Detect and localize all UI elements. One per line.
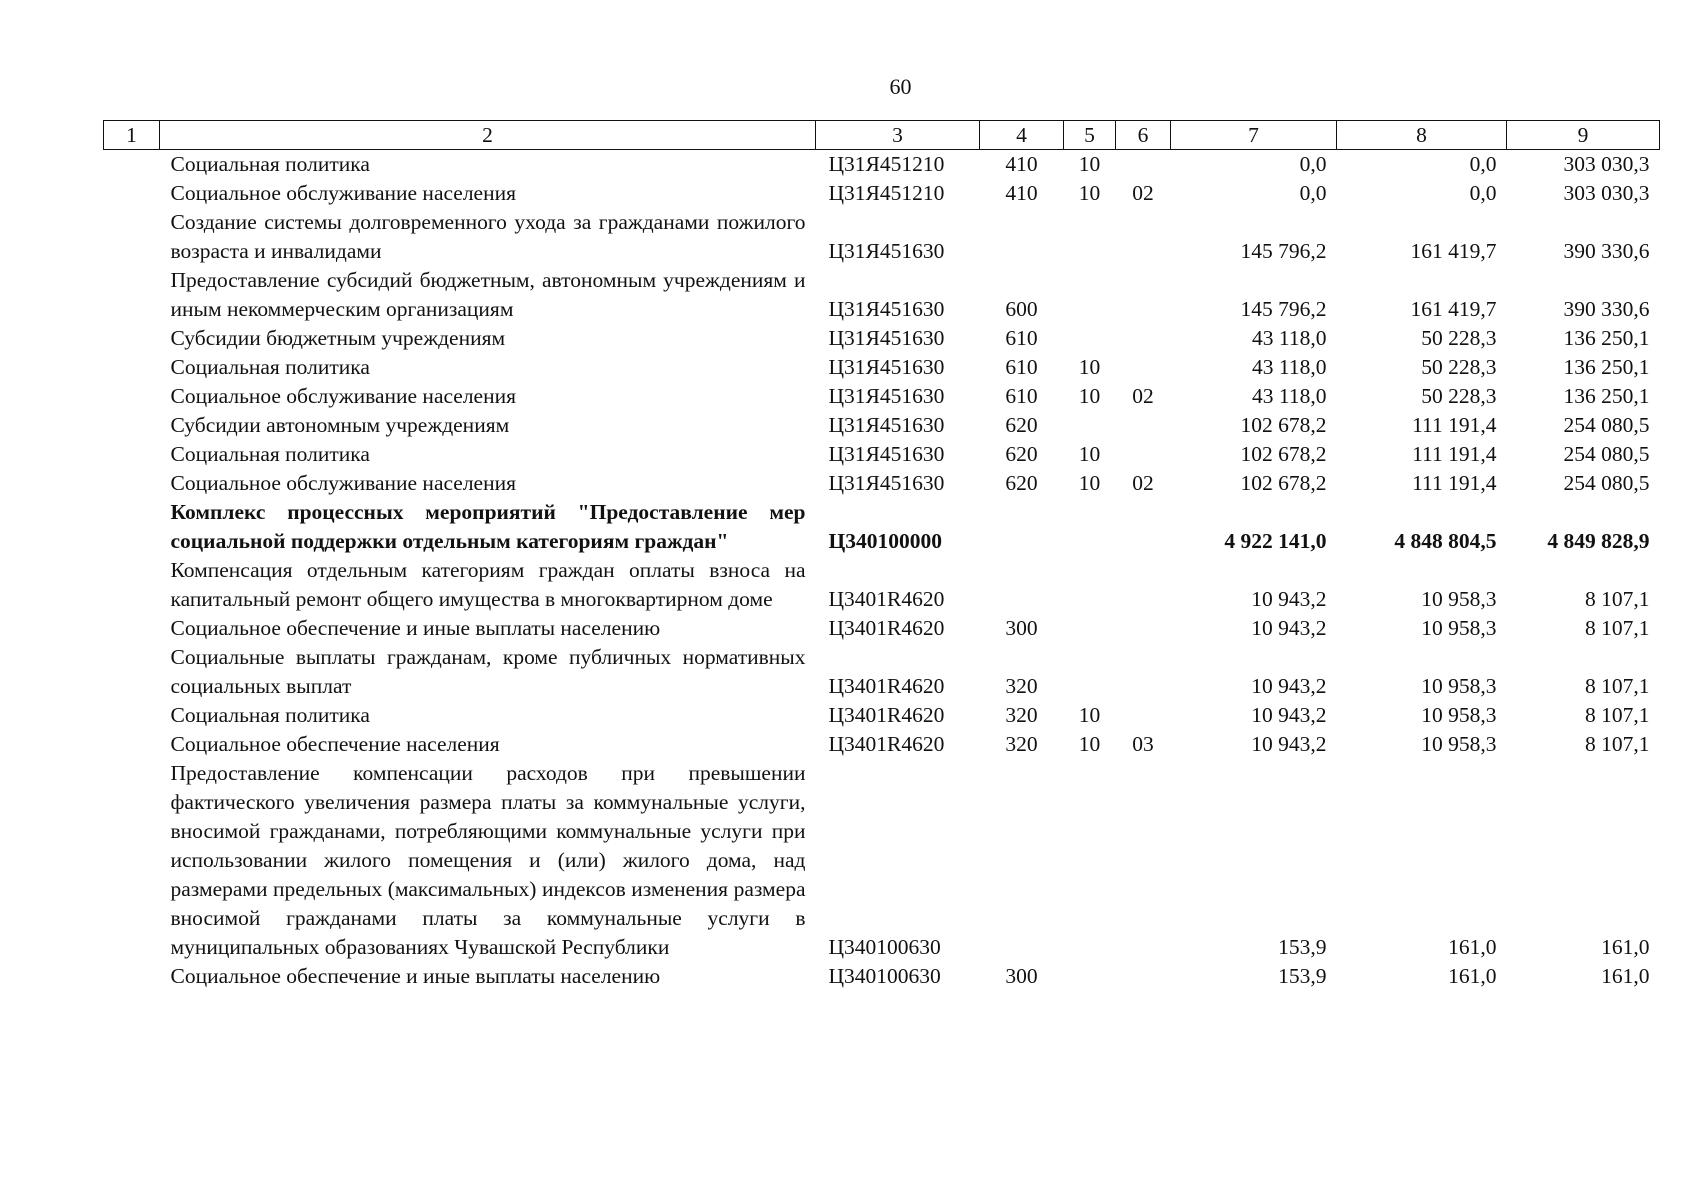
cell-name: Социальное обслуживание населения [170, 384, 517, 408]
cell-subsection: 02 [1132, 471, 1154, 495]
cell-index [104, 643, 160, 701]
cell-expense-type [980, 759, 1064, 962]
cell-expense-type: 610 [1005, 326, 1038, 350]
cell-amount-col7: 102 678,2 [1240, 471, 1327, 495]
cell-name: Социальная политика [170, 355, 370, 379]
table-row [104, 411, 1660, 440]
cell-expense-type: 320 [1005, 732, 1038, 756]
cell-amount-col7: 10 943,2 [1251, 587, 1327, 611]
cell-subsection [1116, 266, 1171, 324]
cell-target-code: Ц31Я451630 [828, 442, 945, 466]
cell-section [1064, 208, 1116, 266]
cell-target-code: Ц31Я451630 [828, 355, 945, 379]
cell-index [104, 469, 160, 498]
table-row [104, 643, 1660, 701]
cell-section: 10 [1078, 152, 1101, 176]
cell-amount-col9: 136 250,1 [1563, 384, 1650, 408]
cell-section [1064, 614, 1116, 643]
cell-subsection: 02 [1132, 181, 1154, 205]
cell-subsection: 02 [1132, 384, 1154, 408]
cell-amount-col9: 4 849 828,9 [1547, 529, 1650, 553]
table-row [104, 353, 1660, 382]
cell-subsection [1116, 701, 1171, 730]
table-row [104, 150, 1660, 180]
cell-target-code: Ц31Я451630 [828, 413, 945, 437]
cell-index [104, 962, 160, 991]
cell-amount-col9: 8 107,1 [1585, 732, 1650, 756]
cell-amount-col9: 254 080,5 [1563, 413, 1650, 437]
table-row [104, 614, 1660, 643]
cell-expense-type [980, 208, 1064, 266]
cell-amount-col9: 136 250,1 [1563, 355, 1650, 379]
cell-subsection: 03 [1132, 732, 1154, 756]
table-row [104, 759, 1660, 962]
table-header [104, 121, 1660, 150]
cell-amount-col8: 0,0 [1469, 181, 1497, 205]
cell-target-code: Ц31Я451630 [828, 384, 945, 408]
cell-index [104, 324, 160, 353]
cell-amount-col7: 10 943,2 [1251, 703, 1327, 727]
cell-amount-col8: 161 419,7 [1410, 297, 1497, 321]
cell-section: 10 [1078, 703, 1101, 727]
cell-target-code: Ц3401R4620 [828, 587, 945, 611]
cell-subsection [1116, 353, 1171, 382]
cell-target-code: Ц31Я451210 [828, 181, 945, 205]
cell-amount-col8: 50 228,3 [1421, 355, 1497, 379]
cell-target-code: Ц340100000 [828, 529, 942, 553]
cell-index [104, 266, 160, 324]
cell-index [104, 208, 160, 266]
header-col-6: 6 [1116, 121, 1171, 150]
cell-expense-type: 620 [1005, 413, 1038, 437]
header-col-4: 4 [980, 121, 1064, 150]
cell-target-code: Ц3401R4620 [828, 703, 945, 727]
cell-amount-col7: 43 118,0 [1252, 355, 1327, 379]
cell-index [104, 179, 160, 208]
cell-amount-col8: 0,0 [1469, 152, 1497, 176]
cell-name: Социальное обслуживание населения [170, 471, 517, 495]
cell-section [1064, 411, 1116, 440]
header-col-3: 3 [816, 121, 980, 150]
cell-expense-type: 320 [1005, 703, 1038, 727]
cell-amount-col9: 390 330,6 [1563, 297, 1650, 321]
cell-amount-col7: 153,9 [1278, 935, 1327, 959]
cell-subsection [1116, 440, 1171, 469]
cell-name: Социальное обслуживание населения [170, 181, 517, 205]
cell-target-code: Ц3401R4620 [828, 616, 945, 640]
cell-expense-type: 320 [1005, 674, 1038, 698]
cell-index [104, 730, 160, 759]
table-row [104, 730, 1660, 759]
cell-amount-col8: 10 958,3 [1421, 674, 1497, 698]
table-row [104, 179, 1660, 208]
cell-amount-col7: 145 796,2 [1240, 239, 1327, 263]
cell-target-code: Ц3401R4620 [828, 674, 945, 698]
table-row [104, 266, 1660, 324]
cell-amount-col8: 111 191,4 [1412, 442, 1497, 466]
cell-amount-col7: 102 678,2 [1240, 413, 1327, 437]
cell-amount-col8: 10 958,3 [1421, 703, 1497, 727]
cell-expense-type: 600 [1005, 297, 1038, 321]
cell-amount-col8: 161,0 [1448, 935, 1497, 959]
cell-amount-col7: 0,0 [1299, 181, 1327, 205]
cell-expense-type: 620 [1005, 442, 1038, 466]
cell-amount-col7: 10 943,2 [1251, 674, 1327, 698]
cell-amount-col8: 161 419,7 [1410, 239, 1497, 263]
cell-name: Социальная политика [170, 152, 370, 176]
cell-amount-col7: 10 943,2 [1251, 616, 1327, 640]
cell-index [104, 759, 160, 962]
cell-index [104, 353, 160, 382]
cell-amount-col8: 161,0 [1448, 964, 1497, 988]
cell-index [104, 411, 160, 440]
cell-name: Социальная политика [170, 442, 370, 466]
table-row [104, 324, 1660, 353]
cell-section [1064, 556, 1116, 614]
cell-index [104, 440, 160, 469]
cell-section [1064, 962, 1116, 991]
cell-subsection [1116, 643, 1171, 701]
table-row [104, 498, 1660, 556]
cell-amount-col8: 111 191,4 [1412, 471, 1497, 495]
cell-amount-col9: 161,0 [1601, 935, 1650, 959]
header-col-1: 1 [104, 121, 160, 150]
cell-name: Создание системы долговременного ухода за гражданами пожилого возраста и инвалидами [170, 210, 806, 263]
cell-name: Предоставление компенсации расходов при превышении фактического увеличения размера платы за коммунальные услуги, вносимой гражданами, потребляющими коммунальные услуги при использовании жилого помещения и (или) жилого дома, над размерами предельных (максимальных) индексов изменения размера вносимой гражданами платы за коммунальные услуги в муниципальных образованиях Чувашской Республики [170, 761, 806, 959]
cell-target-code: Ц31Я451210 [828, 152, 945, 176]
cell-section [1064, 759, 1116, 962]
cell-name: Социальные выплаты гражданам, кроме публичных нормативных социальных выплат [170, 645, 806, 698]
cell-amount-col9: 254 080,5 [1563, 471, 1650, 495]
header-col-7: 7 [1171, 121, 1337, 150]
cell-section: 10 [1078, 471, 1101, 495]
cell-name: Социальное обеспечение населения [170, 732, 500, 756]
cell-target-code: Ц31Я451630 [828, 471, 945, 495]
cell-amount-col7: 4 922 141,0 [1224, 529, 1327, 553]
table-row [104, 701, 1660, 730]
cell-amount-col8: 10 958,3 [1421, 587, 1497, 611]
cell-name: Субсидии бюджетным учреждениям [170, 326, 506, 350]
budget-table [103, 120, 1660, 991]
cell-amount-col7: 43 118,0 [1252, 384, 1327, 408]
cell-subsection [1116, 556, 1171, 614]
cell-target-code: Ц340100630 [828, 964, 941, 988]
cell-expense-type [980, 498, 1064, 556]
cell-name: Социальное обеспечение и иные выплаты населению [170, 616, 661, 640]
cell-expense-type [980, 556, 1064, 614]
header-row [104, 121, 1660, 150]
cell-name: Предоставление субсидий бюджетным, автономным учреждениям и иным некоммерческим организациям [170, 268, 806, 321]
cell-index [104, 701, 160, 730]
cell-subsection [1116, 962, 1171, 991]
cell-amount-col7: 153,9 [1278, 964, 1327, 988]
header-col-8: 8 [1337, 121, 1507, 150]
cell-section: 10 [1078, 442, 1101, 466]
cell-name: Социальная политика [170, 703, 370, 727]
cell-amount-col7: 102 678,2 [1240, 442, 1327, 466]
cell-section: 10 [1078, 355, 1101, 379]
cell-amount-col9: 8 107,1 [1585, 703, 1650, 727]
cell-expense-type: 610 [1005, 384, 1038, 408]
page-number: 60 [889, 74, 912, 99]
cell-amount-col7: 0,0 [1299, 152, 1327, 176]
cell-section: 10 [1078, 181, 1101, 205]
cell-amount-col8: 50 228,3 [1421, 326, 1497, 350]
cell-subsection [1116, 324, 1171, 353]
table-row [104, 556, 1660, 614]
cell-section [1064, 498, 1116, 556]
cell-name: Социальное обеспечение и иные выплаты населению [170, 964, 661, 988]
cell-amount-col9: 136 250,1 [1563, 326, 1650, 350]
cell-amount-col9: 8 107,1 [1585, 587, 1650, 611]
cell-subsection [1116, 498, 1171, 556]
cell-subsection [1116, 614, 1171, 643]
cell-amount-col8: 4 848 804,5 [1394, 529, 1497, 553]
cell-amount-col7: 10 943,2 [1251, 732, 1327, 756]
cell-name: Комплекс процессных мероприятий "Предоставление мер социальной поддержки отдельным категориям граждан" [170, 500, 806, 553]
cell-amount-col7: 145 796,2 [1240, 297, 1327, 321]
cell-subsection [1116, 150, 1171, 180]
cell-amount-col9: 303 030,3 [1563, 181, 1650, 205]
cell-amount-col9: 303 030,3 [1563, 152, 1650, 176]
header-col-9: 9 [1507, 121, 1660, 150]
cell-subsection [1116, 208, 1171, 266]
cell-name: Субсидии автономным учреждениям [170, 413, 510, 437]
cell-amount-col9: 254 080,5 [1563, 442, 1650, 466]
cell-expense-type: 410 [1005, 152, 1038, 176]
cell-section: 10 [1078, 732, 1101, 756]
cell-amount-col8: 111 191,4 [1412, 413, 1497, 437]
cell-target-code: Ц31Я451630 [828, 326, 945, 350]
cell-name: Компенсация отдельным категориям граждан оплаты взноса на капитальный ремонт общего имущества в многоквартирном доме [170, 558, 806, 611]
cell-index [104, 556, 160, 614]
cell-amount-col9: 390 330,6 [1563, 239, 1650, 263]
cell-expense-type: 610 [1005, 355, 1038, 379]
cell-amount-col8: 10 958,3 [1421, 732, 1497, 756]
cell-amount-col9: 8 107,1 [1585, 616, 1650, 640]
cell-section [1064, 324, 1116, 353]
table-row [104, 208, 1660, 266]
cell-amount-col9: 161,0 [1601, 964, 1650, 988]
cell-amount-col7: 43 118,0 [1252, 326, 1327, 350]
table-body [104, 150, 1660, 992]
header-col-5: 5 [1064, 121, 1116, 150]
cell-section [1064, 266, 1116, 324]
cell-amount-col8: 50 228,3 [1421, 384, 1497, 408]
cell-subsection [1116, 411, 1171, 440]
cell-index [104, 498, 160, 556]
table-row [104, 382, 1660, 411]
table-row [104, 440, 1660, 469]
header-col-2: 2 [160, 121, 816, 150]
cell-section: 10 [1078, 384, 1101, 408]
cell-expense-type: 410 [1005, 181, 1038, 205]
cell-target-code: Ц3401R4620 [828, 732, 945, 756]
cell-subsection [1116, 759, 1171, 962]
cell-expense-type: 300 [1005, 616, 1038, 640]
cell-target-code: Ц31Я451630 [828, 239, 945, 263]
table-row [104, 469, 1660, 498]
cell-index [104, 150, 160, 180]
cell-target-code: Ц31Я451630 [828, 297, 945, 321]
cell-target-code: Ц340100630 [828, 935, 941, 959]
cell-expense-type: 300 [1005, 964, 1038, 988]
cell-amount-col8: 10 958,3 [1421, 616, 1497, 640]
cell-index [104, 382, 160, 411]
cell-section [1064, 643, 1116, 701]
cell-index [104, 614, 160, 643]
table-row [104, 962, 1660, 991]
cell-expense-type: 620 [1005, 471, 1038, 495]
cell-amount-col9: 8 107,1 [1585, 674, 1650, 698]
